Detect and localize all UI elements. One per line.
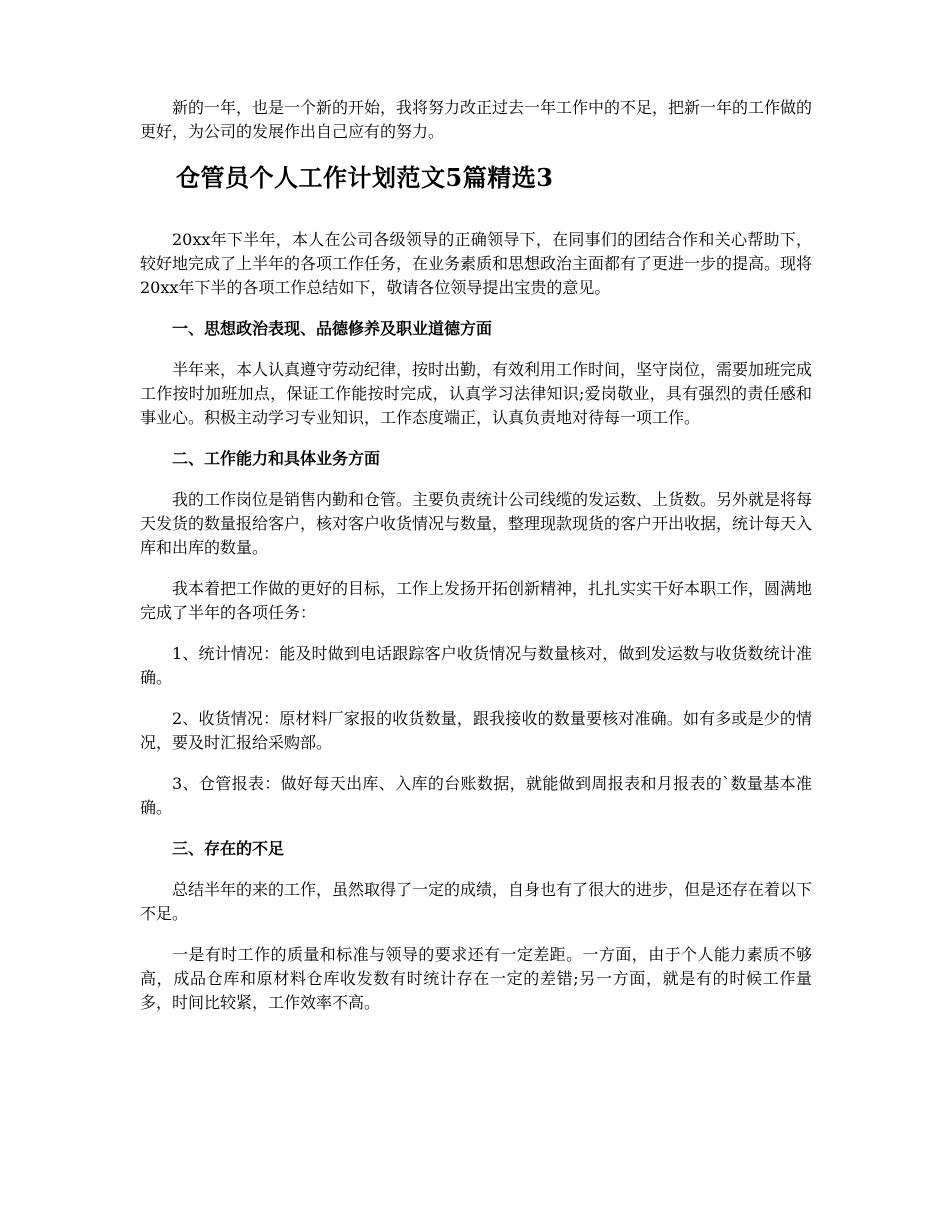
document-page bbox=[140, 96, 812, 1032]
section-1-heading: 一、思想政治表现、品德修养及职业道德方面 bbox=[172, 319, 493, 338]
paragraph-6: 2、收货情况：原材料厂家报的收货数量，跟我接收的数量要核对准确。如有多或是少的情况，要及时汇报给采购部。 bbox=[140, 709, 812, 752]
paragraph-3: 我的工作岗位是销售内勤和仓管。主要负责统计公司线缆的发运数、上货数。另外就是将每天发货的数量报给客户，核对客户收货情况与数量，整理现款现货的客户开出收据，统计每天入库和出库的数量。 bbox=[140, 490, 813, 557]
section-3-heading: 三、存在的不足 bbox=[172, 839, 285, 858]
document-title: 仓管员个人工作计划范文5篇精选3 bbox=[176, 163, 554, 192]
paragraph-4: 我本着把工作做的更好的目标，工作上发扬开拓创新精神，扎扎实实干好本职工作，圆满地完成了半年的各项任务： bbox=[140, 579, 813, 622]
paragraph-5: 1、统计情况：能及时做到电话跟踪客户收货情况与数量核对，做到发运数与收货数统计准确。 bbox=[140, 644, 812, 687]
paragraph-8: 总结半年的来的工作，虽然取得了一定的成绩，自身也有了很大的进步，但是还存在着以下不足。 bbox=[140, 880, 813, 923]
paragraph-2: 半年来，本人认真遵守劳动纪律，按时出勤，有效利用工作时间，坚守岗位，需要加班完成工作按时加班加点，保证工作能按时完成，认真学习法律知识;爱岗敬业，具有强烈的责任感和事业心。积极主动学习专业知识，工作态度端正，认真负责地对待每一项工作。 bbox=[140, 360, 813, 427]
paragraph-9: 一是有时工作的质量和标准与领导的要求还有一定差距。一方面，由于个人能力素质不够高，成品仓库和原材料仓库收发数有时统计存在一定的差错;另一方面，就是有的时候工作量多，时间比较紧，工作效率不高。 bbox=[140, 945, 812, 1012]
section-2-heading: 二、工作能力和具体业务方面 bbox=[172, 449, 381, 468]
paragraph-7: 3、仓管报表：做好每天出库、入库的台账数据，就能做到周报表和月报表的`数量基本准确。 bbox=[140, 774, 812, 817]
intro-paragraph: 新的一年，也是一个新的开始，我将努力改正过去一年工作中的不足，把新一年的工作做的更好，为公司的发展作出自己应有的努力。 bbox=[140, 98, 813, 141]
paragraph-1: 20xx年下半年，本人在公司各级领导的正确领导下，在同事们的团结合作和关心帮助下，较好地完成了上半年的各项工作任务，在业务素质和思想政治主面都有了更进一步的提高。现将20xx年下半的各项工作总结如下，敬请各位领导提出宝贵的意见。 bbox=[140, 230, 813, 297]
